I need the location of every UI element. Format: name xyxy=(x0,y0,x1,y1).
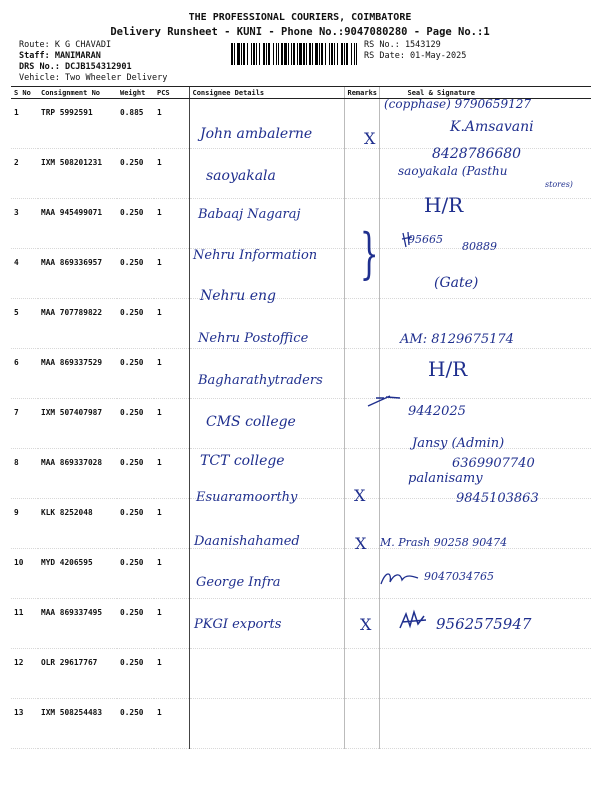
row-sno: 13 xyxy=(11,699,38,749)
barcode-bar xyxy=(241,43,242,65)
row-remarks-cell xyxy=(344,299,379,349)
barcode-bar xyxy=(337,43,338,65)
row-sno: 5 xyxy=(11,299,38,349)
company-title: THE PROFESSIONAL COURIERS, COIMBATORE xyxy=(188,12,412,23)
handwritten-consignee: Nehru Information xyxy=(193,248,318,263)
row-remarks-cell xyxy=(344,149,379,199)
handwritten-consignee: Esuaramoorthy xyxy=(196,490,298,505)
row-remarks-cell xyxy=(344,699,379,749)
barcode-bar xyxy=(309,43,311,65)
cross-mark-icon: X xyxy=(354,486,366,505)
row-pcs: 1 xyxy=(154,649,189,699)
col-consignment: Consignment No xyxy=(38,87,117,99)
row-remarks-cell xyxy=(344,649,379,699)
row-pcs: 1 xyxy=(154,349,189,399)
col-weight: Weight xyxy=(117,87,154,99)
row-sno: 8 xyxy=(11,449,38,499)
row-weight: 0.250 xyxy=(117,399,154,449)
row-seal-cell xyxy=(379,249,591,299)
handwritten-consignee: John ambalerne xyxy=(200,126,313,142)
col-pcs: PCS xyxy=(154,87,189,99)
barcode-bar xyxy=(247,43,248,65)
row-weight: 0.250 xyxy=(117,499,154,549)
barcode-bar xyxy=(268,43,270,65)
row-pcs: 1 xyxy=(154,499,189,549)
barcode-bar xyxy=(354,43,355,65)
col-consignee: Consignee Details xyxy=(189,87,344,99)
seal-phone: 95665 xyxy=(408,233,443,246)
row-pcs: 1 xyxy=(154,399,189,449)
barcode-bar xyxy=(351,43,352,65)
barcode-bar xyxy=(341,43,343,65)
table-row xyxy=(11,649,591,699)
row-weight: 0.250 xyxy=(117,449,154,499)
row-consignee-cell xyxy=(189,549,344,599)
barcode-bar xyxy=(321,43,323,65)
barcode-bar xyxy=(251,43,252,65)
row-consignment: IXM 508201231 xyxy=(38,149,117,199)
barcode-bar xyxy=(266,43,267,65)
barcode-bar xyxy=(234,43,235,65)
row-pcs: 1 xyxy=(154,99,189,149)
barcode-bar xyxy=(331,43,333,65)
row-sno: 2 xyxy=(11,149,38,199)
seal-phone: 9442025 xyxy=(408,404,466,419)
cross-mark-icon: X xyxy=(364,129,376,148)
row-seal-cell xyxy=(379,349,591,399)
row-weight: 0.885 xyxy=(117,99,154,149)
row-sno: 1 xyxy=(11,99,38,149)
seal-name: palanisamy xyxy=(408,471,483,486)
barcode-bar xyxy=(356,43,357,65)
barcode-bar xyxy=(297,43,298,65)
seal-phone: 6369907740 xyxy=(452,456,535,471)
barcode-bar xyxy=(278,43,279,65)
route-label: Route: K G CHAVADI xyxy=(19,40,112,50)
row-sno: 9 xyxy=(11,499,38,549)
seal-hr-mark: H/R xyxy=(428,357,468,381)
row-sno: 10 xyxy=(11,549,38,599)
signature-scribble xyxy=(378,568,426,590)
row-pcs: 1 xyxy=(154,299,189,349)
seal-note: (Gate) xyxy=(434,275,479,291)
barcode-bar xyxy=(325,43,326,65)
barcode-bar xyxy=(276,43,277,65)
handwritten-consignee: saoyakala xyxy=(206,168,276,184)
seal-phone: 9562575947 xyxy=(436,615,532,633)
cross-mark-icon: X xyxy=(360,615,372,634)
row-consignment: IXM 507407987 xyxy=(38,399,117,449)
row-sno: 4 xyxy=(11,249,38,299)
barcode-bar xyxy=(293,43,295,65)
row-consignment: MAA 869337028 xyxy=(38,449,117,499)
row-sno: 7 xyxy=(11,399,38,449)
row-weight: 0.250 xyxy=(117,249,154,299)
runsheet-subtitle: Delivery Runsheet - KUNI - Phone No.:9047080280 - Page No.:1 xyxy=(110,26,490,38)
grouping-bracket: } xyxy=(359,222,379,285)
barcode-bar xyxy=(243,43,245,65)
seal-phone: (copphase) 9790659127 xyxy=(384,97,531,111)
signature-scribble xyxy=(400,229,414,251)
drs-number: DRS No.: DCJB154312901 xyxy=(19,62,132,72)
barcode-bar xyxy=(291,43,292,65)
handwritten-consignee: Nehru Postoffice xyxy=(198,331,309,346)
row-weight: 0.250 xyxy=(117,199,154,249)
barcode-bar xyxy=(263,43,265,65)
row-weight: 0.250 xyxy=(117,599,154,649)
seal-phone: 80889 xyxy=(462,240,497,253)
barcode-bar xyxy=(344,43,345,65)
staff-label: Staff: MANIMARAN xyxy=(19,51,101,61)
vehicle-label: Vehicle: Two Wheeler Delivery xyxy=(19,73,168,83)
row-consignment: MYD 4206595 xyxy=(38,549,117,599)
barcode-bar xyxy=(306,43,307,65)
seal-note: stores) xyxy=(545,180,573,189)
row-pcs: 1 xyxy=(154,199,189,249)
seal-phone: AM: 8129675174 xyxy=(400,332,514,347)
seal-signature: K.Amsavani xyxy=(450,119,534,135)
barcode-bar xyxy=(253,43,255,65)
handwritten-consignee: PKGI exports xyxy=(194,617,282,632)
barcode-bar xyxy=(256,43,257,65)
row-seal-cell xyxy=(379,649,591,699)
barcode-bar xyxy=(315,43,318,65)
seal-phone: 9845103863 xyxy=(456,491,539,506)
table-row xyxy=(11,549,591,599)
seal-hr-mark: H/R xyxy=(424,193,464,217)
handwritten-consignee: Babaaj Nagaraj xyxy=(198,207,301,222)
row-consignment: MAA 869336957 xyxy=(38,249,117,299)
handwritten-consignee: CMS college xyxy=(206,414,296,430)
row-pcs: 1 xyxy=(154,699,189,749)
barcode-bar xyxy=(288,43,289,65)
cross-mark-icon: X xyxy=(355,534,367,553)
barcode-bar xyxy=(259,43,260,65)
row-seal-cell xyxy=(379,699,591,749)
row-pcs: 1 xyxy=(154,599,189,649)
rs-number: RS No.: 1543129 xyxy=(364,40,441,50)
row-weight: 0.250 xyxy=(117,549,154,599)
seal-phone: 9047034765 xyxy=(424,570,494,583)
row-weight: 0.250 xyxy=(117,699,154,749)
handwritten-consignee: Daanishahamed xyxy=(194,534,300,549)
row-pcs: 1 xyxy=(154,549,189,599)
row-consignment: MAA 869337495 xyxy=(38,599,117,649)
barcode-bar xyxy=(231,43,233,65)
barcode-bar xyxy=(312,43,313,65)
row-consignee-cell xyxy=(189,199,344,249)
barcode-bar xyxy=(281,43,283,65)
barcode-bar xyxy=(284,43,287,65)
seal-name: Jansy (Admin) xyxy=(412,436,505,451)
barcode xyxy=(231,43,359,65)
table-row xyxy=(11,699,591,749)
row-pcs: 1 xyxy=(154,149,189,199)
row-consignment: IXM 508254483 xyxy=(38,699,117,749)
col-seal: Seal & Signature xyxy=(379,87,591,99)
seal-name: saoyakala (Pasthu xyxy=(398,164,508,178)
row-consignment: MAA 707789822 xyxy=(38,299,117,349)
runsheet-table xyxy=(11,86,591,749)
handwritten-consignee: Nehru eng xyxy=(200,288,276,304)
barcode-bar xyxy=(237,43,240,65)
row-consignment: TRP 5992591 xyxy=(38,99,117,149)
row-consignment: KLK 8252048 xyxy=(38,499,117,549)
row-consignee-cell xyxy=(189,699,344,749)
row-consignment: MAA 869337529 xyxy=(38,349,117,399)
row-consignment: OLR 29617767 xyxy=(38,649,117,699)
barcode-bar xyxy=(329,43,330,65)
row-pcs: 1 xyxy=(154,449,189,499)
row-remarks-cell xyxy=(344,549,379,599)
row-consignee-cell xyxy=(189,649,344,699)
row-weight: 0.250 xyxy=(117,649,154,699)
rs-date: RS Date: 01-May-2025 xyxy=(364,51,467,61)
row-sno: 12 xyxy=(11,649,38,699)
table-row xyxy=(11,199,591,249)
row-sno: 3 xyxy=(11,199,38,249)
row-weight: 0.250 xyxy=(117,149,154,199)
barcode-bar xyxy=(319,43,320,65)
handwritten-consignee: Bagharathytraders xyxy=(198,373,323,388)
row-consignment: MAA 945499071 xyxy=(38,199,117,249)
signature-scribble xyxy=(396,606,432,634)
row-pcs: 1 xyxy=(154,249,189,299)
barcode-bar xyxy=(273,43,274,65)
seal-phone: 8428786680 xyxy=(432,146,522,162)
row-sno: 11 xyxy=(11,599,38,649)
col-remarks: Remarks xyxy=(344,87,379,99)
barcode-bar xyxy=(346,43,348,65)
seal-signature: M. Prash 90258 90474 xyxy=(380,536,508,549)
row-weight: 0.250 xyxy=(117,349,154,399)
row-remarks-cell xyxy=(344,349,379,399)
handwritten-consignee: George Infra xyxy=(196,575,281,590)
barcode-bar xyxy=(334,43,335,65)
signature-scribble xyxy=(364,392,414,418)
barcode-bar xyxy=(303,43,305,65)
barcode-bar xyxy=(299,43,302,65)
handwritten-consignee: TCT college xyxy=(200,453,285,469)
row-weight: 0.250 xyxy=(117,299,154,349)
col-sno: S No xyxy=(11,87,38,99)
row-sno: 6 xyxy=(11,349,38,399)
